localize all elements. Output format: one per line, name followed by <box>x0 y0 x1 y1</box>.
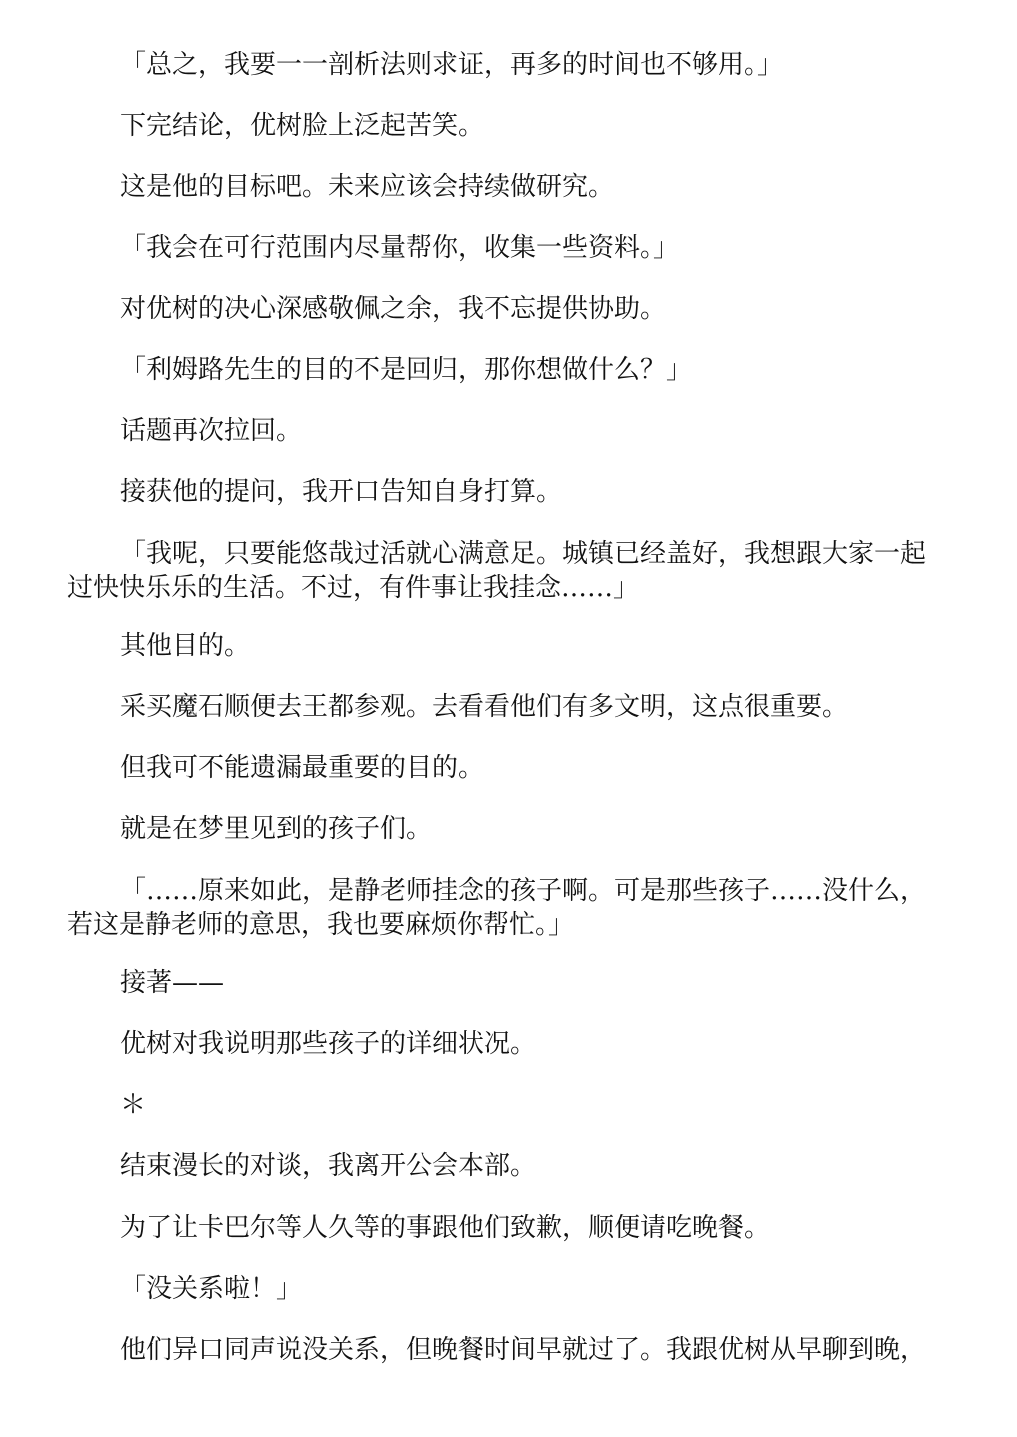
section-separator: ＊ <box>120 1090 147 1120</box>
paragraph-3: 这是他的目标吧。未来应该会持续做研究。 <box>120 172 615 202</box>
paragraph-13: 就是在梦里见到的孩子们。 <box>120 814 433 844</box>
paragraph-8: 接获他的提问，我开口告知自身打算。 <box>120 477 563 507</box>
paragraph-18: 为了让卡巴尔等人久等的事跟他们致歉，顺便请吃晚餐。 <box>120 1213 771 1243</box>
paragraph-19: 「没关系啦！」 <box>120 1274 303 1304</box>
paragraph-14: 「……原来如此，是静老师挂念的孩子啊。可是那些孩子……没什么，若这是静老师的意思，我也要麻烦你帮忙。」 <box>67 876 927 940</box>
paragraph-2: 下完结论，优树脸上泛起苦笑。 <box>120 111 485 141</box>
paragraph-4: 「我会在可行范围内尽量帮你，收集一些资料。」 <box>120 233 680 263</box>
paragraph-1: 「总之，我要一一剖析法则求证，再多的时间也不够用。」 <box>120 50 784 80</box>
paragraph-15: 接著—— <box>120 968 225 998</box>
paragraph-5: 对优树的决心深感敬佩之余，我不忘提供协助。 <box>120 294 667 324</box>
paragraph-9: 「我呢，只要能悠哉过活就心满意足。城镇已经盖好，我想跟大家一起过快快乐乐的生活。不过，有件事让我挂念……」 <box>67 539 927 603</box>
paragraph-10: 其他目的。 <box>120 631 251 661</box>
paragraph-17: 结束漫长的对谈，我离开公会本部。 <box>120 1151 537 1181</box>
paragraph-6: 「利姆路先生的目的不是回归，那你想做什么？」 <box>120 355 693 385</box>
paragraph-16: 优树对我说明那些孩子的详细状况。 <box>120 1029 537 1059</box>
paragraph-11: 采买魔石顺便去王都参观。去看看他们有多文明，这点很重要。 <box>120 692 849 722</box>
paragraph-20: 他们异口同声说没关系，但晚餐时间早就过了。我跟优树从早聊到晚， <box>120 1335 927 1365</box>
paragraph-12: 但我可不能遗漏最重要的目的。 <box>120 753 485 783</box>
paragraph-7: 话题再次拉回。 <box>120 416 303 446</box>
